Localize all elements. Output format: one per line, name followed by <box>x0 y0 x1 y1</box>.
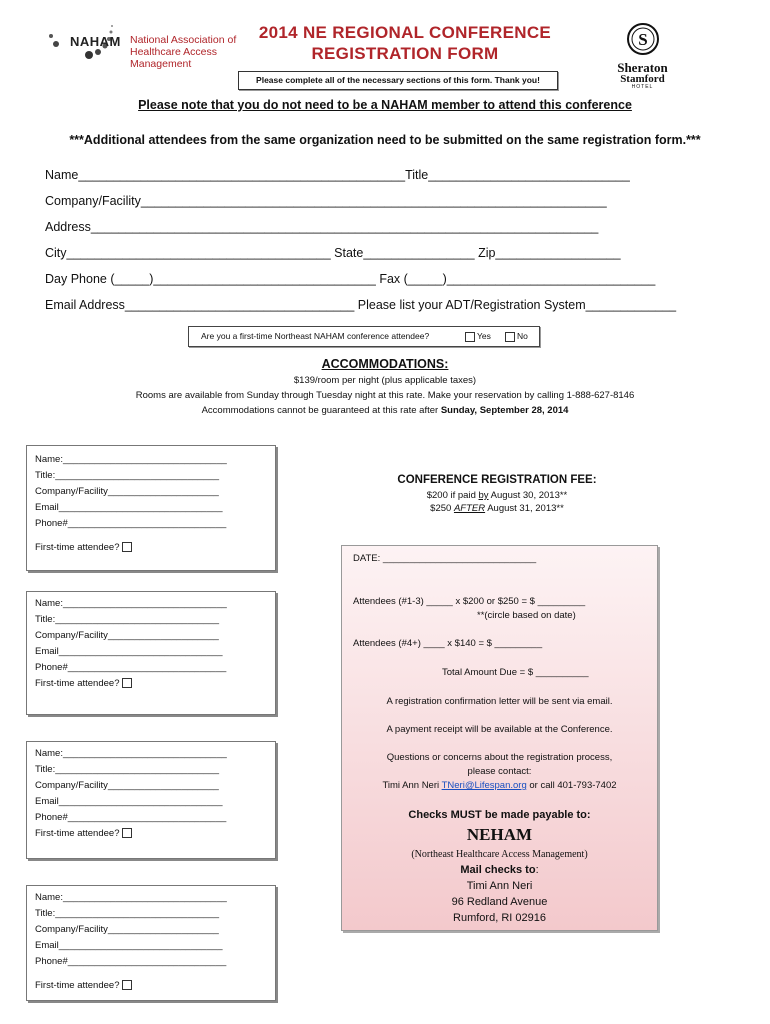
fee-late-post: August 31, 2013** <box>485 503 564 514</box>
attendee-phone-field[interactable]: Phone#______________________________ <box>35 518 227 529</box>
accommodations-heading: ACCOMMODATIONS: <box>321 357 449 371</box>
mail-city: Rumford, RI 02916 <box>453 912 546 924</box>
hotel-word: HOTEL <box>631 84 654 90</box>
yes-option[interactable] <box>465 327 491 346</box>
attendee-company-field[interactable]: Company/Facility_____________________ <box>35 630 219 641</box>
room-rate: $139/room per night (plus applicable taxes) <box>293 375 477 386</box>
attendee-first-time[interactable] <box>35 828 134 839</box>
sheraton-seal-icon <box>626 22 660 56</box>
sheraton-logo <box>605 22 680 90</box>
no-option[interactable] <box>505 327 528 346</box>
attendee-email-field[interactable]: Email_______________________________ <box>35 502 223 513</box>
attendee-email-field[interactable]: Email_______________________________ <box>35 646 223 657</box>
attendee-first-time[interactable] <box>35 542 134 553</box>
hotel-city: Stamford <box>620 73 665 85</box>
fee-early-by: by <box>478 490 489 501</box>
attendee-name-field[interactable]: Name:_______________________________ <box>35 598 227 609</box>
attendee-email-field[interactable]: Email_______________________________ <box>35 940 223 951</box>
fee-late <box>372 503 622 514</box>
org-name-line2: Healthcare Access Management <box>130 46 217 70</box>
attendee-box-2 <box>26 591 276 715</box>
name-title-field[interactable]: Name_______________________________________________Title_____________________________ <box>45 168 630 182</box>
form-title <box>250 22 560 64</box>
fee-early-post: August 30, 2013** <box>488 490 568 501</box>
circle-note: **(circle based on date) <box>477 610 576 621</box>
svg-text:S: S <box>637 30 648 49</box>
notice-banner: Please complete all of the necessary sections of this form. Thank you! <box>238 71 558 90</box>
org-name <box>130 34 255 70</box>
first-time-label: First-time attendee? <box>35 678 120 689</box>
attendee-name-field[interactable]: Name:_______________________________ <box>35 454 227 465</box>
attendee-name-field[interactable]: Name:_______________________________ <box>35 748 227 759</box>
attendees-1-3-field[interactable]: Attendees (#1-3) _____ x $200 or $250 = $ _________ <box>353 596 586 607</box>
phone-fax-field[interactable]: Day Phone (_____)________________________________ Fax (_____)______________________________ <box>45 272 656 286</box>
guarantee-date: Sunday, September 28, 2014 <box>440 405 569 416</box>
first-time-checkbox[interactable] <box>122 542 132 552</box>
attendee-title-field[interactable]: Title:_______________________________ <box>35 614 220 625</box>
attendee-phone-field[interactable]: Phone#______________________________ <box>35 956 227 967</box>
mail-label-colon: : <box>535 864 539 876</box>
no-label: No <box>517 331 528 341</box>
contact-line <box>342 780 657 791</box>
first-time-label: First-time attendee? <box>35 542 120 553</box>
first-time-checkbox[interactable] <box>122 828 132 838</box>
attendees-4-field[interactable]: Attendees (#4+) ____ x $140 = $ _________ <box>353 638 543 649</box>
guarantee-text: Accommodations cannot be guaranteed at this rate after <box>201 405 441 416</box>
fee-title: CONFERENCE REGISTRATION FEE: <box>397 474 597 486</box>
date-field[interactable]: DATE: _____________________________ <box>353 553 537 564</box>
attendee-company-field[interactable]: Company/Facility_____________________ <box>35 486 219 497</box>
attendee-title-field[interactable]: Title:_______________________________ <box>35 470 220 481</box>
attendee-company-field[interactable]: Company/Facility_____________________ <box>35 780 219 791</box>
address-field[interactable]: Address_________________________________________________________________________ <box>45 220 599 234</box>
org-name-line1: National Association of <box>130 34 237 46</box>
attendee-phone-field[interactable]: Phone#______________________________ <box>35 812 227 823</box>
no-checkbox[interactable] <box>505 332 515 342</box>
naham-logo-text: NAHAM <box>70 34 121 49</box>
yes-label: Yes <box>477 331 491 341</box>
room-availability: Rooms are available from Sunday through Tuesday night at this rate. Make your reservation by calling 1-888-627-8146 <box>135 390 635 401</box>
mail-label <box>342 864 657 876</box>
form-title-line2: REGISTRATION FORM <box>311 44 499 63</box>
receipt-note: A payment receipt will be available at the Conference. <box>386 724 613 735</box>
attendee-box-3 <box>26 741 276 859</box>
attendee-title-field[interactable]: Title:_______________________________ <box>35 764 220 775</box>
payee-name: NEHAM <box>466 825 533 844</box>
fee-late-pre: $250 <box>430 503 454 514</box>
first-time-label: First-time attendee? <box>35 828 120 839</box>
fee-header <box>372 474 622 514</box>
attendee-name-field[interactable]: Name:_______________________________ <box>35 892 227 903</box>
email-adt-field[interactable]: Email Address_________________________________ Please list your ADT/Registration System_____________ <box>45 298 677 312</box>
confirmation-note: A registration confirmation letter will be sent via email. <box>386 696 613 707</box>
attendee-box-4 <box>26 885 276 1001</box>
room-guarantee <box>0 405 770 416</box>
attendee-box-1 <box>26 445 276 571</box>
attendee-first-time[interactable] <box>35 678 134 689</box>
questions-note: Questions or concerns about the registration process, <box>386 752 613 763</box>
form-title-line1: 2014 NE REGIONAL CONFERENCE <box>258 23 552 42</box>
company-field[interactable]: Company/Facility___________________________________________________________________ <box>45 194 607 208</box>
yes-checkbox[interactable] <box>465 332 475 342</box>
contact-email-link[interactable]: TNeri@Lifespan.org <box>441 780 527 791</box>
hotel-name: Sheraton <box>617 60 668 75</box>
payable-heading: Checks MUST be made payable to: <box>408 809 591 821</box>
attendee-email-field[interactable]: Email_______________________________ <box>35 796 223 807</box>
first-time-question: Are you a first-time Northeast NAHAM conference attendee? <box>201 331 430 341</box>
first-time-label: First-time attendee? <box>35 980 120 991</box>
payee-full-name: (Northeast Healthcare Access Management) <box>411 849 588 860</box>
attendee-title-field[interactable]: Title:_______________________________ <box>35 908 220 919</box>
fee-late-after: AFTER <box>453 503 486 514</box>
attendee-first-time[interactable] <box>35 980 134 991</box>
mail-name: Timi Ann Neri <box>466 880 533 892</box>
contact-phone: or call 401-793-7402 <box>526 780 617 791</box>
first-time-checkbox[interactable] <box>122 980 132 990</box>
member-note: Please note that you do not need to be a NAHAM member to attend this conference <box>138 98 632 112</box>
fee-box <box>341 545 658 931</box>
attendee-company-field[interactable]: Company/Facility_____________________ <box>35 924 219 935</box>
mail-label-text: Mail checks to <box>460 864 536 876</box>
first-time-checkbox[interactable] <box>122 678 132 688</box>
contact-name: Timi Ann Neri <box>382 780 442 791</box>
additional-attendees-note: ***Additional attendees from the same organization need to be submitted on the same registration form.*** <box>69 133 701 147</box>
fee-early-pre: $200 if paid <box>426 490 479 501</box>
contact-note: please contact: <box>467 766 532 777</box>
first-time-question-box <box>188 326 540 347</box>
fee-early <box>372 490 622 501</box>
attendee-phone-field[interactable]: Phone#______________________________ <box>35 662 227 673</box>
total-field[interactable]: Total Amount Due = $ __________ <box>442 667 589 678</box>
mail-street: 96 Redland Avenue <box>451 896 548 908</box>
city-state-zip-field[interactable]: City______________________________________ State________________ Zip__________________ <box>45 246 621 260</box>
